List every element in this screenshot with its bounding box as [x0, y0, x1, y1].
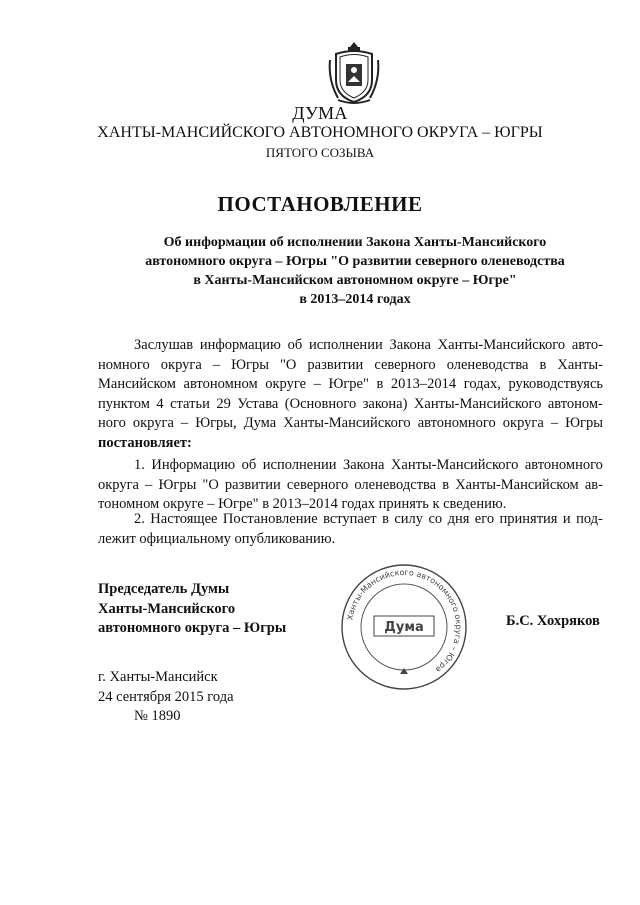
word: авто- — [571, 337, 603, 353]
word: автоном- — [547, 395, 603, 412]
paragraph-line — [98, 476, 603, 496]
word: тономном округе – Югре" в 2013–2014 годах принять к сведению. — [98, 496, 507, 512]
word: Югры — [158, 476, 197, 493]
word: Устава — [237, 395, 279, 412]
word: ного — [98, 415, 126, 431]
word: и — [562, 511, 571, 527]
word: ав- — [584, 476, 603, 493]
word: округа — [502, 415, 544, 431]
word: Ханты-Мансийском — [455, 476, 579, 493]
word: развитии — [307, 356, 364, 373]
word: Закона — [389, 337, 431, 353]
document-number: № 1890 — [134, 708, 181, 724]
word: северного — [286, 476, 349, 493]
word: вступает — [323, 511, 377, 527]
word: округа — [98, 476, 139, 493]
paragraph-line — [98, 510, 603, 530]
word: Настоящее — [150, 511, 218, 527]
word: развитии — [224, 476, 281, 493]
word: 4 — [156, 395, 164, 412]
decree-word: постановляет: — [98, 434, 192, 451]
word: Информацию — [151, 457, 236, 473]
word: исполнении — [308, 337, 383, 353]
word: Югре" — [328, 376, 369, 392]
subject-line: Об информации об исполнении Закона Ханты-Мансийского — [163, 235, 547, 250]
position-line: Председатель Думы — [98, 581, 230, 597]
paragraph-line — [98, 434, 603, 454]
word: исполнении — [262, 457, 337, 473]
word: "О — [202, 476, 219, 493]
word: под- — [576, 511, 603, 527]
word: 2013–2014 — [390, 376, 457, 392]
word: "О — [279, 356, 297, 373]
word: оленеводства — [354, 476, 437, 493]
item-2 — [98, 510, 603, 549]
stamp-ring-text: Ханты-Мансийского автономного округа – Югра — [345, 567, 464, 675]
word: в — [442, 476, 450, 493]
position-line: Ханты-Мансийского — [98, 600, 236, 617]
word: Ханты-Мансийского — [413, 395, 542, 412]
official-stamp — [336, 562, 472, 692]
word: (Основного — [284, 395, 357, 412]
paragraph-line — [98, 395, 603, 415]
position-line: автономного округа – Югры — [98, 620, 287, 636]
paragraph-line — [98, 530, 603, 550]
word: Ханты-Мансийского — [390, 457, 519, 473]
paragraph-line — [98, 336, 603, 356]
subject-line: автономного округа – Югры "О развитии северного оленеводства — [145, 254, 565, 269]
word: Югры — [565, 415, 603, 431]
word: лежит официальному опубликованию. — [98, 530, 336, 547]
paragraph-line — [98, 456, 603, 476]
word: Закона — [342, 457, 385, 473]
word: Постановление — [222, 511, 318, 527]
word: номного — [98, 356, 150, 373]
word: об — [287, 337, 303, 353]
word: его — [474, 511, 495, 527]
word: 2. — [134, 511, 145, 527]
paragraph-line — [98, 414, 603, 434]
word: годах, — [463, 376, 501, 392]
word: – — [145, 476, 153, 493]
word: округе — [265, 376, 307, 392]
word: закона) — [362, 395, 408, 412]
stamp-center-text: Дума — [384, 620, 424, 635]
word: – — [313, 376, 321, 392]
word: в — [539, 356, 547, 373]
word: Ханты- — [557, 356, 603, 373]
signature-position — [98, 580, 286, 639]
word: северного — [374, 356, 436, 373]
word: дня — [447, 511, 470, 527]
document-title: ПОСТАНОВЛЕНИЕ — [217, 192, 423, 216]
word: со — [428, 511, 443, 527]
word: информацию — [199, 337, 281, 353]
paragraph-line — [98, 375, 603, 395]
date: 24 сентября 2015 года — [98, 688, 234, 705]
word: Югры, — [195, 415, 237, 431]
word: Мансийском — [98, 376, 176, 392]
document-subject — [120, 233, 590, 309]
signer-name: Б.С. Хохряков — [506, 613, 600, 629]
word: – — [180, 415, 189, 431]
word: Ханты-Мансийского — [283, 415, 411, 431]
word: автономного — [417, 415, 496, 431]
word: Ханты-Мансийского — [437, 337, 566, 353]
word: об — [241, 457, 257, 473]
convocation: ПЯТОГО СОЗЫВА — [265, 145, 375, 160]
subject-line: в Ханты-Мансийском автономном округе – Югре" — [193, 273, 517, 288]
word: 29 — [216, 395, 231, 412]
region-name: ХАНТЫ-МАНСИЙСКОГО АВТОНОМНОГО ОКРУГА – ЮГРЫ — [97, 124, 543, 141]
word: Заслушав — [134, 337, 194, 353]
city: г. Ханты-Мансийск — [98, 669, 218, 685]
word: 1. — [134, 457, 145, 473]
word: Дума — [243, 415, 277, 431]
item-1 — [98, 456, 603, 515]
word: статьи — [170, 395, 210, 412]
word: Югры — [231, 356, 269, 373]
subject-line: в 2013–2014 годах — [299, 292, 411, 307]
word: пунктом — [98, 395, 150, 412]
org-name: ДУМА — [292, 103, 348, 123]
word: руководствуясь — [508, 376, 603, 392]
word: округа — [132, 415, 174, 431]
word: округа — [160, 356, 202, 373]
word: принятия — [499, 511, 558, 527]
preamble-paragraph — [98, 336, 603, 453]
word: автономном — [183, 376, 258, 392]
paragraph-line — [98, 356, 603, 376]
word: в — [376, 376, 384, 392]
word: оленеводства — [446, 356, 529, 373]
place-and-date — [98, 668, 234, 727]
coat-of-arms-emblem — [326, 40, 382, 106]
word: силу — [394, 511, 424, 527]
word: автономного — [524, 457, 603, 473]
word: в — [382, 511, 389, 527]
word: – — [212, 356, 221, 373]
word: – — [550, 415, 559, 431]
